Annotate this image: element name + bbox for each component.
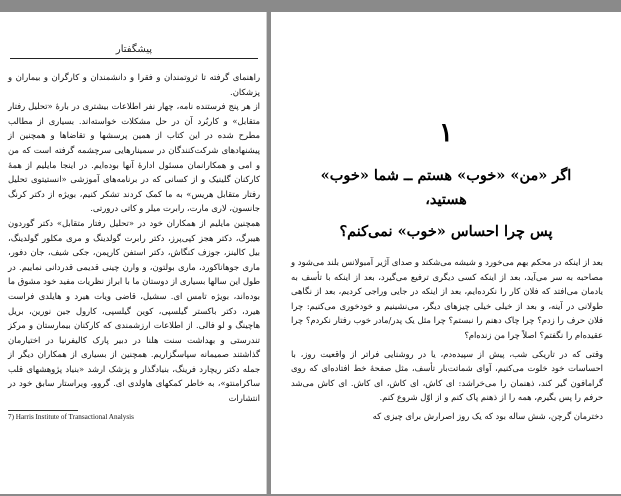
right-page (271, 12, 621, 494)
footnote: 7) Harris Institute of Transactional Analysis (8, 413, 134, 421)
running-header: پیشگفتار (10, 44, 258, 59)
chapter-number: ۱ (439, 118, 453, 148)
left-page-body (8, 70, 260, 406)
left-page (0, 12, 267, 494)
paragraph: از هر پنج فرستنده نامه، چهار نفر اطلاعات بیشتری در بارهٔ «تحلیل رفتار متقابل» و کاربُرد آن در حل مشکلات خواسته‌اند. بسیاری از مطالب مطرح شده در این کتاب از همین پرسشها و تقاضاها و همچنین از پیشنهادهای شرکت‌کنندگان در سمینارهایی سرچشمه گرفته است که من و امی و همکارانمان مسئول ادارهٔ آنها بوده‌ایم. در اینجا مایلیم از همهٔ کارکنان گلینیک و از کسانی که در برنامه‌های آموزشی «انستیتوی تحلیل رفتار متقابل هریس» به ما کمک کردند تشکر کنیم، بویژه از دکتر کرنگ جانسون، لاری مارت، رابرت میلر و کاتی درورتی. (8, 101, 260, 214)
paragraph: وقتی که در تاریکی شب، پیش از سپیده‌دم، یا در روشنایی فراتر از واقعیت روز، با احساسات خود خلوت می‌کنیم، آوای شماتت‌بار تأسف، مثل صفحهٔ خط افتاده‌ای که روی گرامافون گیر کند، ذهنمان را می‌خراشد: ای کاش، ای کاش، ای کاش. ای کاش می‌شد حرفم را پس بگیرم، همه را از ذهنم پاک کنم و از اوّل شروع کنم. (291, 348, 603, 403)
paragraph: بعد از اینکه در محکم بهم می‌خورد و شیشه می‌شکند و صدای آژیر آمبولانس بلند می‌شود و مصاحبه به سر می‌آید، بعد از اینکه کسی دیگری ترفیع می‌گیرد، بعد از اینکه با تأسف به یادمان می‌افتد که فلان کار را نکرده‌ایم، بعد از اینکه در جایی وراجی کردیم، بعد از نگاهی طولانی در آینه، و بعد از خیلی خیلی چیزهای دیگر، می‌نشینیم و خودخوری می‌کنیم: چرا فلان حرف را زدم؟ چرا چاک دهنم را نبستم؟ چرا مثل یک پدر/مادر خوب رفتار نکردم؟ چرا عقیده‌ام را نگفتم؟ اصلاً چرا من زنده‌ام؟ (291, 257, 603, 340)
chapter-subtitle: پس چرا احساس «خوب» نمی‌کنم؟ (339, 223, 553, 240)
paragraph: راهنمای گرفته تا ثروتمندان و فقرا و دانشمندان و کارگران و بیماران و پزشکان. (8, 72, 260, 97)
right-page-body (291, 255, 603, 428)
paragraph: همچنین مایلیم از همکاران خود در «تحلیل رفتار متقابل» دکتر گوردون هیبرگ، دکتر هجز کپی‌پرز، دکتر رابرت گولدینگ و مری مکلور گولدینگ، بیل کالینز، جوزف کنگاش، دکتر استفن کارپمن، جکی شیف، جان دفور، ماری جوهاناکورد، ماری بولتون، و وارن چینی قدیمی قدردانی نماییم. در طول این سالها بسیاری از دوستان ما با ابراز نظریات مفید خود مشوق ما بوده‌اند، بویژه تامس ای. سشیل، قاضی ویات هیرد و هایلدی فراست هیرد، دکتر باکستر گیلسپی، کوین گیلسپی، کارول جین نورین، بریل هاچینگ و لو فالی. از اطلاعات ارزشمندی که کارکنان بیمارستان و مرکز تندرستی و بهداشت سنت هلنا در دبیر پارک کالیفرنیا در اختیارمان گذاشتند صمیمانه سپاسگزاریم. همچنین از بسیاری از همکاران دیگر از جمله دکتر ریچارد فرینگ، بنیادگذار و پزشک ارشد «بنیاد پژوهشهای قلب ساکرامنتو»، به خاطر کمکهای هاولدی ای. گروو، ویراستار سابق خود در انتشارات (8, 217, 260, 404)
chapter-title: اگر «من» «خوب» هستم ــ شما «خوب» هستید، (320, 167, 572, 208)
footnote-divider (8, 410, 78, 411)
paragraph: دخترمان گرچن، شش ساله بود که یک روز اصرارش برای چیزی که (372, 410, 603, 421)
